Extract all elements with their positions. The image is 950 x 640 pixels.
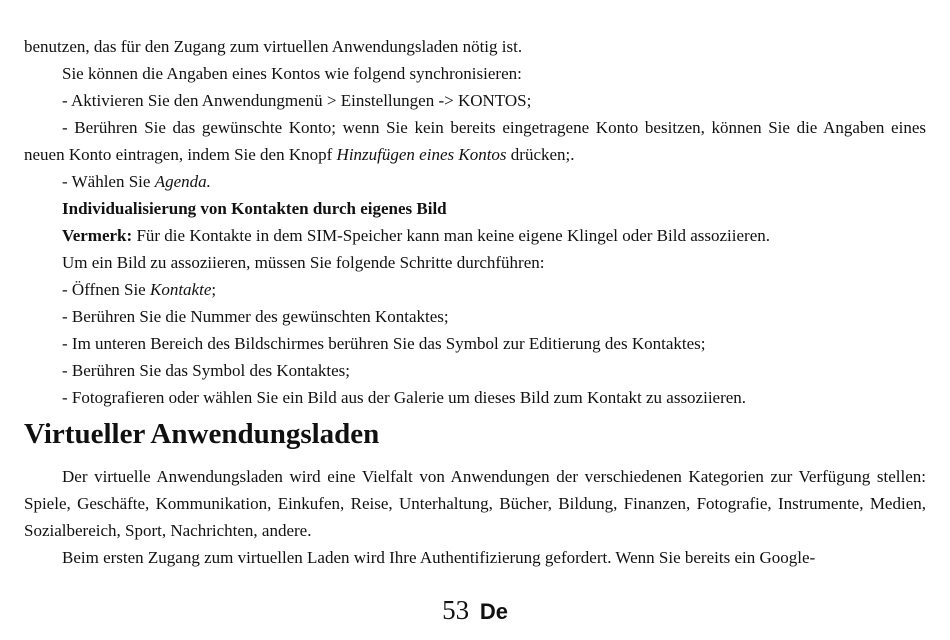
note-paragraph [24,222,926,249]
step-open-contacts [24,276,926,303]
step-touch-number: - Berühren Sie die Nummer des gewünschten Kontaktes; [62,307,449,326]
contacts-label: Kontakte [149,280,212,299]
step-contact-symbol: - Berühren Sie das Symbol des Kontaktes; [62,361,351,380]
section-paragraph-categories: Der virtuelle Anwendungsladen wird eine Vielfalt von Anwendungen der verschiedenen Kategorien zur Verfügung stellen: Spiele, Geschäfte, Kommunikation, Einkufen, Reise, Unterhaltung, Bücher, Bildung, Finanzen, Fotografie, Instrumente, Medien, Sozialbereich, Sport, Nachrichten, andere. [24,467,926,540]
subheading-contact-picture: Individualisierung von Kontakten durch eigenes Bild [62,199,447,218]
note-label: Vermerk: [62,226,133,245]
page-footer [0,592,950,630]
step-open-contacts-end: ; [211,280,217,299]
step-select-agenda [24,168,926,195]
step-edit-symbol: - Im unteren Bereich des Bildschirmes berühren Sie das Symbol zur Editierung des Kontaktes; [62,334,706,353]
section-title: Virtueller Anwendungsladen [24,418,380,450]
step-touch-account-text: - Berühren Sie das gewünschte Konto; wenn Sie kein bereits eingetragene Konto besitzen, können Sie die Angaben eines neuen Konto eintragen, indem Sie den Knopf [24,118,926,164]
steps-intro: Um ein Bild zu assoziieren, müssen Sie folgende Schritte durchführen: [62,253,545,272]
step-activate-menu: - Aktivieren Sie den Anwendungmenü > Einstellungen -> KONTOS; [62,91,532,110]
page-number: 53 [442,595,470,625]
step-take-photo: - Fotografieren oder wählen Sie ein Bild aus der Galerie um dieses Bild zum Kontakt zu assoziieren. [62,388,747,407]
step-open-contacts-text: - Öffnen Sie [62,280,150,299]
step-touch-account [24,114,926,168]
section-paragraph-authentication: Beim ersten Zugang zum virtuellen Laden wird Ihre Authentifizierung gefordert. Wenn Sie bereits ein Google- [62,548,816,567]
step-touch-account-end: drücken;. [506,145,575,164]
paragraph-continuation: benutzen, das für den Zugang zum virtuellen Anwendungsladen nötig ist. [24,37,523,56]
agenda-label: Agenda. [154,172,211,191]
page-content [24,33,926,571]
paragraph-sync-intro: Sie können die Angaben eines Kontos wie folgend synchronisieren: [62,64,522,83]
step-select-agenda-text: - Wählen Sie [62,172,155,191]
add-account-button-name: Hinzufügen eines Kontos [336,145,507,164]
language-code: De [479,599,508,624]
note-text: Für die Kontakte in dem SIM-Speicher kann man keine eigene Klingel oder Bild assoziieren. [132,226,770,245]
